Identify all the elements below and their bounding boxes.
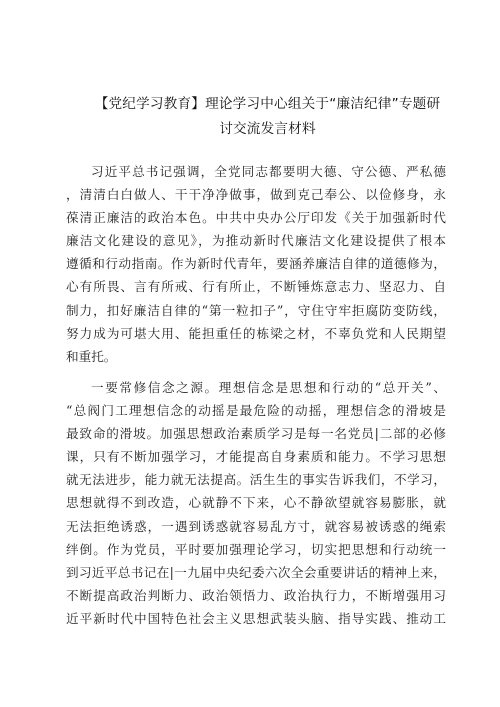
paragraph-line: 近平新时代中国特色社会主义思想武装头脑、指导实践、推动工	[66, 610, 446, 626]
paragraph-line: “总阀门工理想信念的动摇是最危险的动摇，理想信念的滑坡是	[66, 403, 446, 419]
paragraph-line: 最致命的滑坡。加强思想政治素质学习是每一名党员|二部的必修	[66, 426, 446, 442]
paragraph-line: 课，只有不断加强学习，才能提高自身素质和能力。不学习思想	[66, 449, 446, 465]
paragraph-line: 到习近平总书记在|一九届中央纪委六次全会重要讲话的精神上来，	[66, 564, 446, 580]
document-title	[90, 92, 445, 142]
paragraph-line: 思想就得不到改造，心就静不下来，心不静欲望就容易膨胀，就	[66, 495, 446, 511]
body-paragraph	[66, 376, 446, 630]
paragraph-line: 努力成为可堪大用、能担重任的栋梁之材，不辜负党和人民期望	[66, 325, 446, 341]
title-line: 【党纪学习教育】理论学习中心组关于“廉洁纪律”专题研	[94, 96, 441, 112]
paragraph-line: 遵循和行动指南。作为新时代青年，要涵养廉洁自律的道德修为，	[66, 256, 446, 272]
paragraph-line: ，清清白白做人、干干净净做事，做到克己奉公、以俭修身，永	[66, 187, 446, 203]
paragraph-line: 就无法进步，能力就无法提高。活生生的事实告诉我们，不学习，	[66, 472, 446, 488]
paragraph-line: 无法拒绝诱惑，一遇到诱惑就容易乱方寸，就容易被诱惑的绳索	[66, 518, 446, 534]
body-paragraph	[66, 160, 446, 368]
paragraph-line: 不断提高政治判断力、政治领悟力、政治执行力，不断增强用习	[66, 587, 446, 603]
paragraph-line: 制力，扣好廉洁自律的“第一粒扣子”，守住守牢拒腐防变防线，	[66, 302, 446, 318]
paragraph-line: 习近平总书记强调，全党同志都要明大德、守公德、严私德	[91, 164, 446, 179]
title-line: 讨交流发言材料	[219, 121, 316, 137]
paragraph-line: 葆清正廉洁的政治本色。中共中央办公厅印发《关于加强新时代	[66, 210, 446, 226]
paragraph-line: 一要常修信念之源。理想信念是思想和行动的“总开关”、	[91, 380, 446, 395]
paragraph-line: 廉洁文化建设的意见》，为推动新时代廉洁文化建设提供了根本	[66, 233, 446, 249]
paragraph-line: 绊倒。作为党员，平时要加强理论学习，切实把思想和行动统一	[66, 541, 446, 557]
paragraph-line: 和重托。	[66, 348, 117, 364]
paragraph-line: 心有所畏、言有所戒、行有所止，不断锤炼意志力、坚忍力、自	[66, 279, 446, 295]
